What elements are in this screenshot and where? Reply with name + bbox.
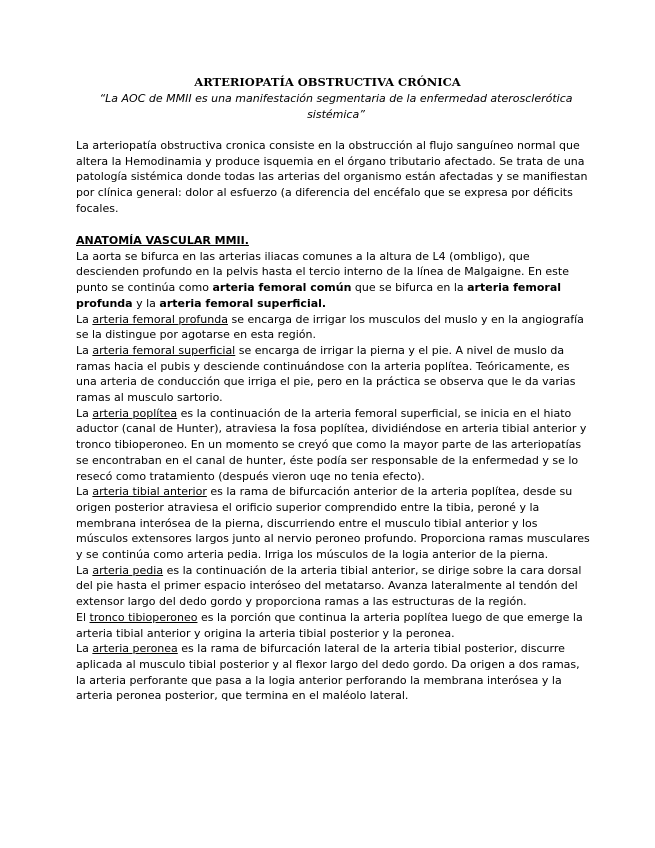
paragraph-tronco-tibioperoneo [76,610,592,641]
term-femoral-comun: arteria femoral común [212,281,352,295]
aorta-text-2: que se bifurca en la [351,281,468,295]
aorta-text-3: y la [132,296,160,310]
term-underlined: arteria poplítea [92,406,178,420]
document-subtitle: “La AOC de MMII es una manifestación segmentaria de la enfermedad aterosclerótica sistémica” [99,92,573,121]
section-heading: ANATOMÍA VASCULAR MMII. [76,234,249,247]
paragraph-prefix: El [76,610,90,624]
term-underlined: arteria femoral superficial [92,343,236,357]
term-femoral-profunda-bold: arteria femoral profunda [76,281,562,310]
term-underlined: arteria tibial anterior [92,485,207,499]
paragraph-prefix: La [76,563,93,577]
paragraph-prefix: La [76,642,93,656]
paragraph-text: es la continuación de la arteria femoral superficial, se inicia en el hiato aductor (canal de Hunter), atraviesa la fosa poplítea, dividiéndose en arteria tibial anterior y tronco tibioperoneo. En un momento se creyó que como la mayor parte de las arteriopatías se encontraban en el canal de hunter, éste podía ser responsable de la enfermedad y se lo resecó como tratamiento (después vieron uqe no tenia efecto). [76,406,587,483]
term-femoral-superficial-bold: arteria femoral superficial. [159,296,327,310]
paragraph-prefix: La [76,343,93,357]
paragraph-femoral-superficial [76,343,592,406]
paragraph-prefix: La [76,312,93,326]
paragraph-text: es la rama de bifurcación lateral de la arteria tibial posterior, discurre aplicada al musculo tibial posterior y al flexor largo del dedo gordo. Da origen a dos ramas, la arteria perforante que pasa a la logia anterior perforando la membrana interósea y la arteria peronea posterior, que termina en el maléolo lateral. [76,642,580,703]
term-underlined: arteria femoral profunda [92,312,228,326]
paragraph-prefix: La [76,485,93,499]
paragraph-text: es la continuación de la arteria tibial anterior, se dirige sobre la cara dorsal del pie hasta el primer espacio interóseo del metatarso. Avanza lateralmente al tendón del extensor largo del dedo gordo y proporciona ramas a las estructuras de la región. [76,563,582,609]
paragraph-text: es la porción que continua la arteria poplítea luego de que emerge la arteria tibial anterior y origina la arteria tibial posterior y la peronea. [76,610,583,640]
paragraph-text: es la rama de bifurcación anterior de la arteria poplítea, desde su origen posterior atraviesa el orificio superior comprendido entre la tibia, peroné y la membrana interósea de la pierna, discurriendo entre el musculo tibial anterior y los músculos extensores largos junto al nervio peroneo profundo. Proporciona ramas musculares y se continúa como arteria pedia. Irriga los músculos de la logia anterior de la pierna. [76,485,590,562]
paragraph-pedia [76,563,592,610]
term-underlined: tronco tibioperoneo [89,610,198,624]
paragraph-peronea [76,641,592,704]
document-title: ARTERIOPATÍA OBSTRUCTIVA CRÓNICA [194,75,461,89]
term-underlined: arteria pedia [92,563,164,577]
paragraph-femoral-profunda [76,312,592,343]
paragraph-poplitea [76,406,592,485]
paragraph-prefix: La [76,406,93,420]
term-underlined: arteria peronea [92,642,178,656]
anatomy-section [76,233,592,704]
paragraph-text: se encarga de irrigar la pierna y el pie. A nivel de muslo da ramas hacia el pubis y desciende continuándose con la arteria poplítea. Teóricamente, es una arteria de conducción que irriga el pie, pero en la práctica se observa que le da varias ramas al musculo sartorio. [76,343,576,405]
paragraph-text: se encarga de irrigar los musculos del muslo y en la angiografía se la distingue por agotarse en esta región. [76,312,584,342]
aorta-paragraph [76,249,592,312]
intro-paragraph: La arteriopatía obstructiva cronica consiste en la obstrucción al flujo sanguíneo normal que altera la Hemodinamia y produce isquemia en el órgano tributario afectado. Se trata de una patología sistémica donde todas las arterias del organismo están afectadas y se manifiestan por clínica general: dolor al esfuerzo (a diferencia del encéfalo que se expresa por déficits focales. [76,139,588,215]
aorta-text-1: La aorta se bifurca en las arterias iliacas comunes a la altura de L4 (ombligo), que descienden profundo en la pelvis hasta el tercio interno de la línea de Malgaigne. En este punto se continúa como [76,249,569,295]
paragraph-tibial-anterior [76,484,592,563]
